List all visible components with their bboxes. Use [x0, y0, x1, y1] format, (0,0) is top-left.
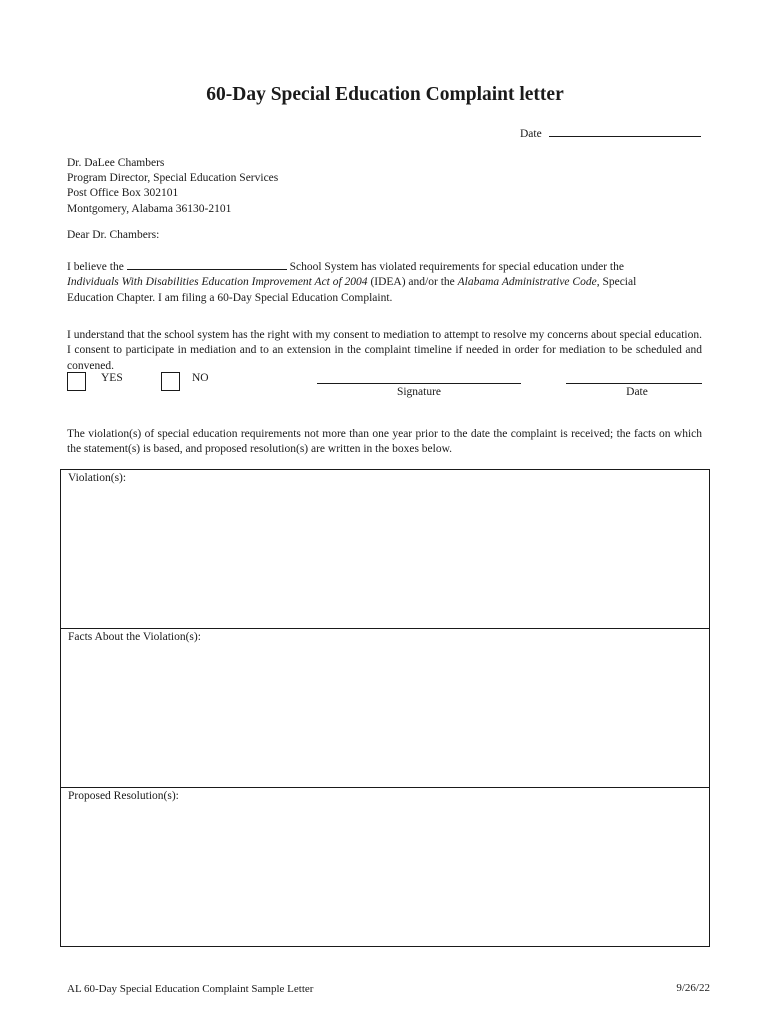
no-checkbox[interactable] [161, 372, 180, 391]
signature-date-line[interactable] [566, 383, 702, 384]
facts-label: Facts About the Violation(s): [68, 631, 201, 643]
instructions-paragraph: The violation(s) of special education requirements not more than one year prior to the date the complaint is received; the facts on which the statement(s) is based, and proposed resolution(s) are written in the boxes below. [67, 428, 702, 456]
mediation-paragraph: I understand that the school system has the right with my consent to mediation to attempt to resolve my concerns about special education. I consent to participate in mediation and to an extension in the complaint timeline if needed in order for mediation to be scheduled and convened. [67, 329, 702, 372]
recipient-title: Program Director, Special Education Services [67, 172, 279, 185]
signature-date-label: Date [626, 386, 648, 398]
no-label: NO [192, 372, 209, 384]
date-field[interactable] [549, 124, 701, 137]
resolutions-box[interactable] [60, 787, 710, 947]
date-label: Date [520, 128, 542, 140]
footer-title: AL 60-Day Special Education Complaint Sample Letter [67, 983, 314, 995]
salutation: Dear Dr. Chambers: [67, 229, 160, 241]
school-system-field[interactable] [127, 257, 287, 270]
footer-date: 9/26/22 [676, 982, 710, 994]
recipient-address-line-1: Post Office Box 302101 [67, 187, 179, 200]
belief-middle: School System has violated requirements for special education under the [289, 261, 624, 273]
belief-paragraph [67, 257, 702, 306]
yes-label: YES [101, 372, 123, 384]
violations-box[interactable] [60, 469, 710, 629]
page-title: 60-Day Special Education Complaint letter [206, 84, 564, 105]
facts-box[interactable] [60, 628, 710, 788]
recipient-name: Dr. DaLee Chambers [67, 157, 165, 169]
date-row [520, 124, 701, 140]
yes-checkbox[interactable] [67, 372, 86, 391]
belief-suffix: , Special [596, 276, 637, 289]
belief-mid2: (IDEA) and/or the [370, 276, 455, 289]
resolutions-label: Proposed Resolution(s): [68, 790, 179, 802]
violations-label: Violation(s): [68, 472, 127, 484]
signature-line[interactable] [317, 383, 521, 384]
alabama-code-name: Alabama Administrative Code [457, 276, 597, 289]
belief-line-3: Education Chapter. I am filing a 60-Day Special Education Complaint. [67, 291, 393, 304]
signature-label: Signature [396, 386, 442, 398]
recipient-address [67, 156, 278, 217]
belief-prefix: I believe the [67, 261, 124, 273]
recipient-address-line-2: Montgomery, Alabama 36130-2101 [67, 202, 232, 215]
idea-act-name: Individuals With Disabilities Education Improvement Act of 2004 [67, 276, 368, 289]
